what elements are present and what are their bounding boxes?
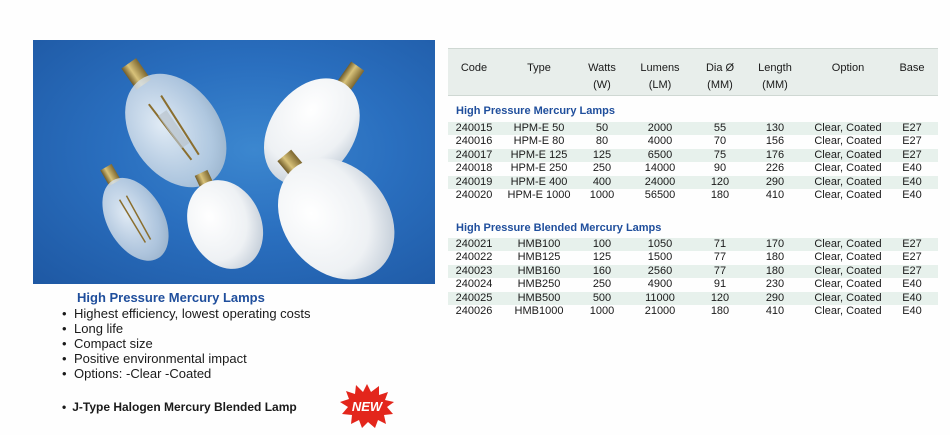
cell-option: Clear, Coated bbox=[814, 251, 882, 264]
cell-base: E40 bbox=[902, 162, 922, 175]
cell-diameter: 77 bbox=[713, 251, 727, 264]
cell-base: E40 bbox=[902, 291, 922, 304]
features-list bbox=[62, 306, 311, 381]
cell-type: HPM-E 1000 bbox=[507, 189, 571, 201]
cell-option: Clear, Coated bbox=[814, 135, 882, 148]
cell-type: HMB100 bbox=[517, 238, 561, 250]
table-row bbox=[448, 278, 938, 291]
cell-length: 226 bbox=[765, 162, 785, 175]
cell-base: E40 bbox=[902, 305, 922, 317]
features-heading: High Pressure Mercury Lamps bbox=[77, 290, 265, 305]
section-title-mercury: High Pressure Mercury Lamps bbox=[456, 105, 615, 117]
new-badge-text: NEW bbox=[351, 399, 383, 414]
cell-diameter: 77 bbox=[713, 264, 727, 277]
cell-code: 240020 bbox=[455, 189, 493, 201]
cell-type: HMB1000 bbox=[514, 305, 564, 317]
cell-code: 240018 bbox=[455, 162, 493, 175]
cell-diameter: 120 bbox=[710, 291, 730, 304]
cell-option: Clear, Coated bbox=[814, 278, 882, 291]
cell-code: 240015 bbox=[455, 122, 493, 134]
cell-option: Clear, Coated bbox=[814, 291, 882, 304]
cell-base: E27 bbox=[902, 238, 922, 250]
cell-diameter: 180 bbox=[710, 189, 730, 201]
cell-lumens: 14000 bbox=[644, 162, 676, 175]
cell-code: 240016 bbox=[455, 135, 493, 148]
cell-diameter: 71 bbox=[713, 238, 727, 250]
table-row bbox=[448, 238, 938, 251]
feature-item: • Compact size bbox=[62, 336, 311, 351]
cell-type: HPM-E 125 bbox=[510, 148, 568, 161]
cell-length: 180 bbox=[765, 251, 785, 264]
cell-code: 240019 bbox=[455, 175, 493, 188]
cell-code: 240017 bbox=[455, 148, 493, 161]
section-title-blended: High Pressure Blended Mercury Lamps bbox=[456, 222, 662, 234]
cell-code: 240023 bbox=[455, 264, 493, 277]
header-length: Length (MM) bbox=[758, 62, 792, 91]
cell-length: 410 bbox=[765, 305, 785, 317]
cell-watts: 125 bbox=[592, 251, 612, 264]
cell-watts: 80 bbox=[595, 135, 609, 148]
cell-lumens: 2000 bbox=[647, 122, 673, 134]
cell-type: HMB160 bbox=[517, 264, 561, 277]
cell-watts: 125 bbox=[592, 148, 612, 161]
cell-base: E27 bbox=[902, 251, 922, 264]
cell-watts: 100 bbox=[592, 238, 612, 250]
feature-item: • Long life bbox=[62, 321, 311, 336]
cell-diameter: 180 bbox=[710, 305, 730, 317]
table-row bbox=[448, 162, 938, 175]
feature-item: • Options: -Clear -Coated bbox=[62, 366, 311, 381]
cell-lumens: 21000 bbox=[644, 305, 676, 317]
cell-base: E27 bbox=[902, 122, 922, 134]
table-row bbox=[448, 176, 938, 189]
cell-type: HPM-E 80 bbox=[513, 135, 565, 148]
table-row bbox=[448, 305, 938, 318]
cell-option: Clear, Coated bbox=[814, 264, 882, 277]
cell-lumens: 56500 bbox=[644, 189, 676, 201]
cell-option: Clear, Coated bbox=[814, 162, 882, 175]
cell-base: E27 bbox=[902, 148, 922, 161]
cell-code: 240025 bbox=[455, 291, 493, 304]
table-row bbox=[448, 149, 938, 162]
table-row bbox=[448, 265, 938, 278]
cell-diameter: 90 bbox=[713, 162, 727, 175]
cell-base: E40 bbox=[902, 175, 922, 188]
cell-lumens: 4900 bbox=[647, 278, 673, 291]
cell-length: 170 bbox=[765, 238, 785, 250]
product-photo bbox=[33, 40, 435, 284]
cell-option: Clear, Coated bbox=[814, 238, 882, 250]
cell-base: E40 bbox=[902, 189, 922, 201]
new-badge bbox=[340, 384, 394, 428]
cell-diameter: 75 bbox=[713, 148, 727, 161]
cell-lumens: 1050 bbox=[647, 238, 673, 250]
cell-code: 240026 bbox=[455, 305, 493, 317]
cell-watts: 160 bbox=[592, 264, 612, 277]
jtype-line bbox=[62, 400, 297, 414]
cell-watts: 1000 bbox=[589, 189, 615, 201]
cell-diameter: 55 bbox=[713, 122, 727, 134]
header-diameter: Dia Ø (MM) bbox=[705, 62, 735, 91]
cell-diameter: 70 bbox=[713, 135, 727, 148]
header-lumens: Lumens (LM) bbox=[640, 62, 680, 91]
header-watts: Watts (W) bbox=[588, 62, 616, 91]
cell-lumens: 2560 bbox=[647, 264, 673, 277]
bullet-dot: • bbox=[62, 400, 67, 414]
cell-base: E40 bbox=[902, 278, 922, 291]
header-base: Base bbox=[899, 62, 925, 74]
cell-code: 240024 bbox=[455, 278, 493, 291]
cell-option: Clear, Coated bbox=[814, 189, 882, 201]
cell-type: HPM-E 250 bbox=[510, 162, 568, 175]
cell-lumens: 1500 bbox=[647, 251, 673, 264]
cell-option: Clear, Coated bbox=[814, 175, 882, 188]
cell-length: 230 bbox=[765, 278, 785, 291]
cell-type: HPM-E 400 bbox=[510, 175, 568, 188]
cell-watts: 50 bbox=[595, 122, 609, 134]
cell-lumens: 11000 bbox=[645, 291, 675, 304]
table-row bbox=[448, 251, 938, 264]
cell-diameter: 120 bbox=[710, 175, 730, 188]
table-row bbox=[448, 189, 938, 202]
cell-type: HMB500 bbox=[517, 291, 561, 304]
header-code: Code bbox=[460, 62, 488, 74]
feature-item: • Positive environmental impact bbox=[62, 351, 311, 366]
cell-lumens: 4000 bbox=[647, 135, 673, 148]
cell-length: 290 bbox=[765, 291, 785, 304]
cell-base: E27 bbox=[902, 135, 922, 148]
header-option: Option bbox=[831, 62, 865, 74]
jtype-label: J-Type Halogen Mercury Blended Lamp bbox=[72, 400, 297, 414]
cell-lumens: 24000 bbox=[644, 175, 676, 188]
table-row bbox=[448, 135, 938, 148]
cell-option: Clear, Coated bbox=[814, 122, 882, 134]
feature-item: • Highest efficiency, lowest operating costs bbox=[62, 306, 311, 321]
cell-watts: 250 bbox=[592, 278, 612, 291]
lamp-illustration bbox=[33, 40, 435, 284]
table-row bbox=[448, 122, 938, 135]
cell-watts: 500 bbox=[592, 291, 612, 304]
header-type: Type bbox=[527, 62, 551, 74]
cell-code: 240021 bbox=[455, 238, 493, 250]
cell-lumens: 6500 bbox=[647, 148, 673, 161]
cell-option: Clear, Coated bbox=[814, 305, 882, 317]
cell-watts: 250 bbox=[592, 162, 612, 175]
cell-base: E27 bbox=[902, 264, 922, 277]
cell-watts: 400 bbox=[592, 175, 612, 188]
cell-length: 410 bbox=[765, 189, 785, 201]
cell-length: 290 bbox=[765, 175, 785, 188]
cell-length: 180 bbox=[765, 264, 785, 277]
table-row bbox=[448, 292, 938, 305]
cell-type: HMB125 bbox=[517, 251, 561, 264]
cell-length: 176 bbox=[765, 148, 785, 161]
cell-watts: 1000 bbox=[589, 305, 615, 317]
cell-type: HMB250 bbox=[517, 278, 561, 291]
cell-option: Clear, Coated bbox=[814, 148, 882, 161]
cell-diameter: 91 bbox=[713, 278, 727, 291]
cell-type: HPM-E 50 bbox=[513, 122, 565, 134]
cell-length: 156 bbox=[765, 135, 785, 148]
cell-code: 240022 bbox=[455, 251, 493, 264]
cell-length: 130 bbox=[765, 122, 785, 134]
table-header bbox=[448, 48, 938, 96]
